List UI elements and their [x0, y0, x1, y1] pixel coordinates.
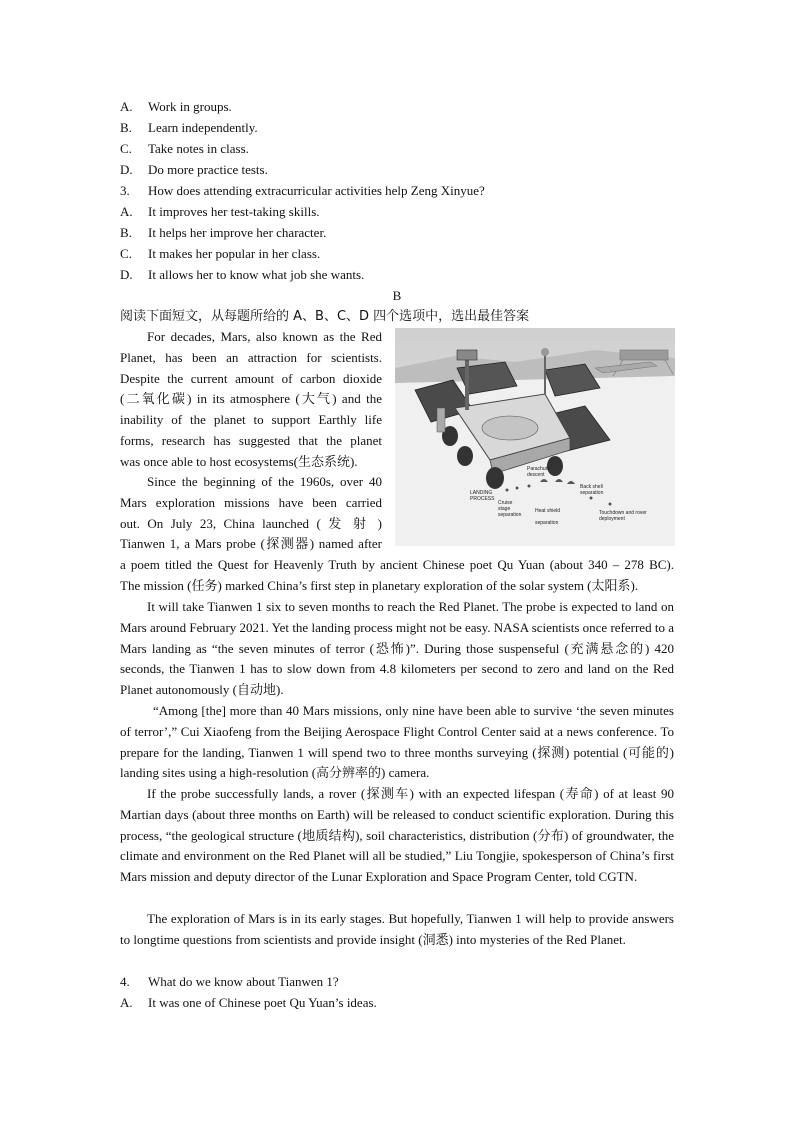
option-letter: D. — [120, 162, 133, 177]
text-line: inability of the planet to support Earthly life — [120, 412, 382, 428]
option-letter: B. — [120, 120, 132, 135]
option-letter: A. — [120, 995, 133, 1010]
text-line: forms, research has suggested that the planet — [120, 432, 382, 448]
question-text: What do we know about Tianwen 1? — [148, 974, 339, 989]
question-number: 3. — [120, 183, 130, 198]
option-letter: C. — [120, 246, 132, 261]
text-line: Despite the current amount of carbon dioxide — [120, 370, 382, 386]
option-text: It was one of Chinese poet Qu Yuan’s ideas. — [148, 995, 377, 1010]
paragraph-3 — [120, 597, 674, 701]
touchdown-label: Touchdown and rover — [599, 510, 647, 516]
paragraph-5 — [120, 784, 674, 888]
text-line: For decades, Mars, also known as the Red — [147, 329, 382, 344]
text-line: was once able to host ecosystems(生态系统). — [120, 453, 358, 469]
paragraph-text: The exploration of Mars is in its early stages. But hopefully, Tianwen 1 will help to provide answers to longtime questions from scientists and provide insight (洞悉) into mysteries of the Red Planet. — [120, 911, 674, 947]
paragraph-2 — [120, 472, 382, 555]
mars-rover-figure — [395, 328, 675, 546]
option-text: It allows her to know what job she wants. — [148, 267, 365, 282]
svg-text:descent: descent — [527, 472, 545, 478]
landing-process-label: LANDING — [470, 490, 493, 496]
text-line: Tianwen 1, a Mars probe (探测器) named after — [120, 536, 382, 552]
option-text: Do more practice tests. — [148, 162, 268, 177]
option-letter: A. — [120, 99, 133, 114]
option-text: It improves her test-taking skills. — [148, 204, 320, 219]
paragraph-2-continued — [120, 555, 674, 597]
svg-text:separation: separation — [580, 490, 604, 496]
svg-text:deployment: deployment — [599, 516, 625, 522]
text-line: Planet, has been an attraction for scientists. — [120, 349, 382, 365]
option-letter: B. — [120, 225, 132, 240]
svg-text:stage: stage — [498, 506, 511, 512]
svg-text:PROCESS: PROCESS — [470, 496, 495, 502]
paragraph-1 — [120, 327, 382, 473]
text-line: out. On July 23, China launched ( 发 射 ) — [120, 515, 382, 531]
option-text: It helps her improve her character. — [148, 225, 327, 240]
paragraph-text: It will take Tianwen 1 six to seven months to reach the Red Planet. The probe is expected to land on Mars around February 2021. Yet the landing process might not be easy. NASA scientists once referred to a Mars landing as “the seven minutes of terror (恐怖)”. During those suspenseful (充满悬念的) 420 seconds, the Tianwen 1 has to slow down from 4.8 kilometers per second to zero and land on the Red Planet autonomously (自动地). — [120, 599, 674, 698]
paragraph-text: “Among [the] more than 40 Mars missions, only nine have been able to survive ‘the seven minutes of terror’,” Cui Xiaofeng from the Beijing Aerospace Flight Control Center said at a news conference. To prepare for the landing, Tianwen 1 will spend two to three months surveying (探测) potential (可能的) landing sites using a high-resolution (高分辨率的) camera. — [120, 703, 674, 781]
option-text: Take notes in class. — [148, 141, 249, 156]
paragraph-6 — [120, 909, 674, 951]
question-text: How does attending extracurricular activities help Zeng Xinyue? — [148, 183, 485, 198]
cruise-label: Cruise — [498, 500, 513, 506]
text-line: Since the beginning of the 1960s, over 40 — [147, 474, 382, 489]
back-shell-label: Back shell — [580, 484, 603, 490]
parachute-label: Parachute — [527, 466, 550, 472]
svg-text:separation: separation — [498, 512, 522, 518]
rover-illustration — [395, 328, 675, 546]
svg-text:separation: separation — [535, 520, 559, 526]
option-letter: A. — [120, 204, 133, 219]
option-letter: C. — [120, 141, 132, 156]
paragraph-text: If the probe successfully lands, a rover (探测车) with an expected lifespan (寿命) of at least 90 Martian days (about three months on Earth) will be released to conduct scientific exploration. During this process, “the geological structure (地质结构), soil characteristics, distribution (分布) of groundwater, the climate and environment on the Red Planet will all be studied,” Liu Tongjie, spokesperson of China’s first Mars mission and deputy director of the Lunar Exploration and Space Program Center, told CGTN. — [120, 786, 674, 885]
text-line: (二氧化碳) in its atmosphere (大气) and the — [120, 391, 382, 407]
text-line: a poem titled the Quest for Heavenly Truth by ancient Chinese poet Qu Yuan (about 340 – 278 BC). — [120, 557, 674, 572]
heat-shield-label: Heat shield — [535, 508, 561, 514]
option-text: Learn independently. — [148, 120, 258, 135]
option-text: Work in groups. — [148, 99, 232, 114]
option-text: It makes her popular in her class. — [148, 246, 321, 261]
option-letter: D. — [120, 267, 133, 282]
text-line: The mission (任务) marked China’s first step in planetary exploration of the solar system (太阳系). — [120, 577, 639, 593]
section-instruction: 阅读下面短文，从每题所给的 A、B、C、D 四个选项中，选出最佳答案 — [120, 309, 530, 324]
text-line: Mars exploration missions have been carried — [120, 494, 382, 510]
paragraph-4 — [120, 701, 674, 784]
question-number: 4. — [120, 974, 130, 989]
section-label: B — [392, 288, 402, 303]
